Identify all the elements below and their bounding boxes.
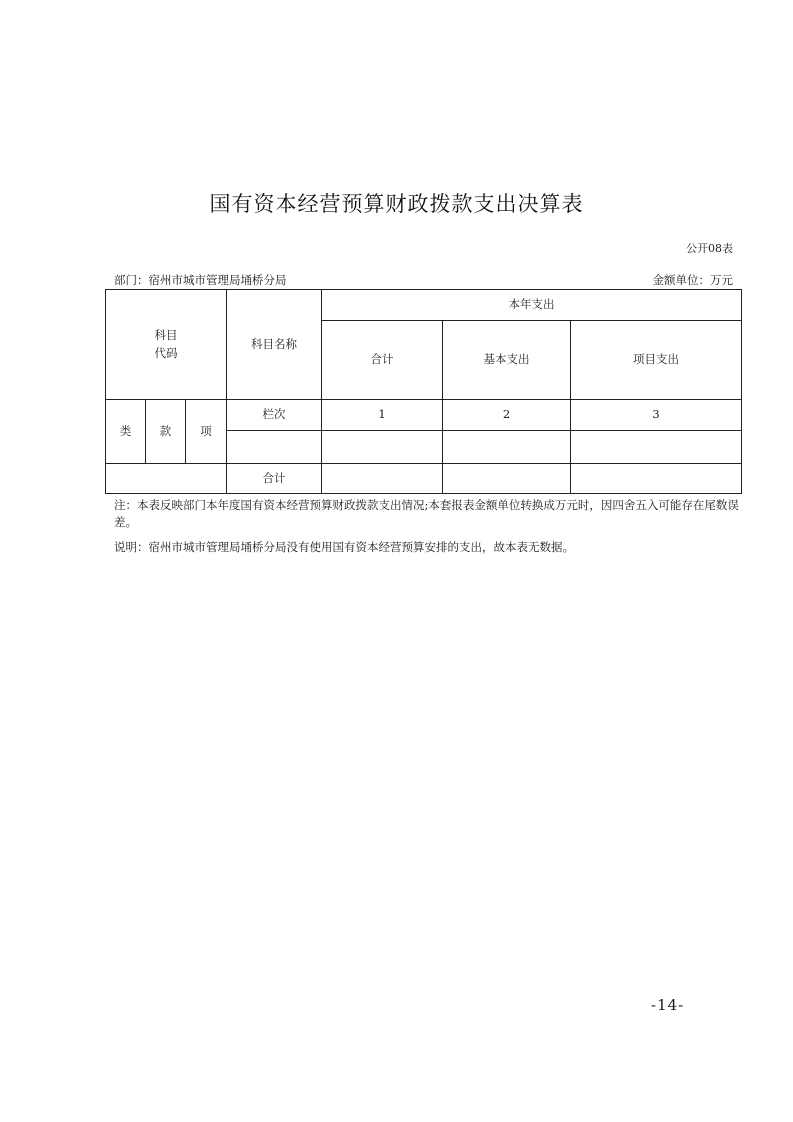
subject-name-header: 科目名称 [227, 290, 322, 400]
explanation-note: 说明：宿州市城市管理局埇桥分局没有使用国有资本经营预算安排的支出，故本表无数据。 [114, 540, 574, 554]
column-index-3: 3 [571, 400, 742, 431]
project-total-cell [571, 464, 742, 494]
empty-cell [322, 431, 443, 464]
project-expenditure-column-header: 项目支出 [571, 321, 742, 400]
total-value-cell [322, 464, 443, 494]
column-index-2: 2 [443, 400, 571, 431]
empty-cell [227, 431, 322, 464]
amount-unit-label: 金额单位：万元 [652, 273, 733, 287]
current-year-expenditure-header: 本年支出 [322, 290, 742, 321]
basic-total-cell [443, 464, 571, 494]
section-header: 款 [146, 400, 186, 464]
department-label: 部门：宿州市城市管理局埇桥分局 [114, 273, 287, 287]
row-index-label: 栏次 [227, 400, 322, 431]
expenditure-table [105, 289, 742, 494]
page-title: 国有资本经营预算财政拨款支出决算表 [209, 192, 584, 216]
empty-cell [571, 431, 742, 464]
category-header: 类 [106, 400, 146, 464]
item-header: 项 [186, 400, 227, 464]
subject-code-header: 科目 代码 [106, 290, 227, 400]
column-index-1: 1 [322, 400, 443, 431]
form-code: 公开08表 [686, 242, 733, 255]
total-column-header: 合计 [322, 321, 443, 400]
empty-cell [106, 464, 227, 494]
total-row-label: 合计 [227, 464, 322, 494]
table-note: 注：本表反映部门本年度国有资本经营预算财政拨款支出情况;本套报表金额单位转换成万元时，因四舍五入可能存在尾数误差。 [114, 498, 739, 529]
basic-expenditure-column-header: 基本支出 [443, 321, 571, 400]
page-number: -14- [651, 996, 685, 1014]
empty-cell [443, 431, 571, 464]
